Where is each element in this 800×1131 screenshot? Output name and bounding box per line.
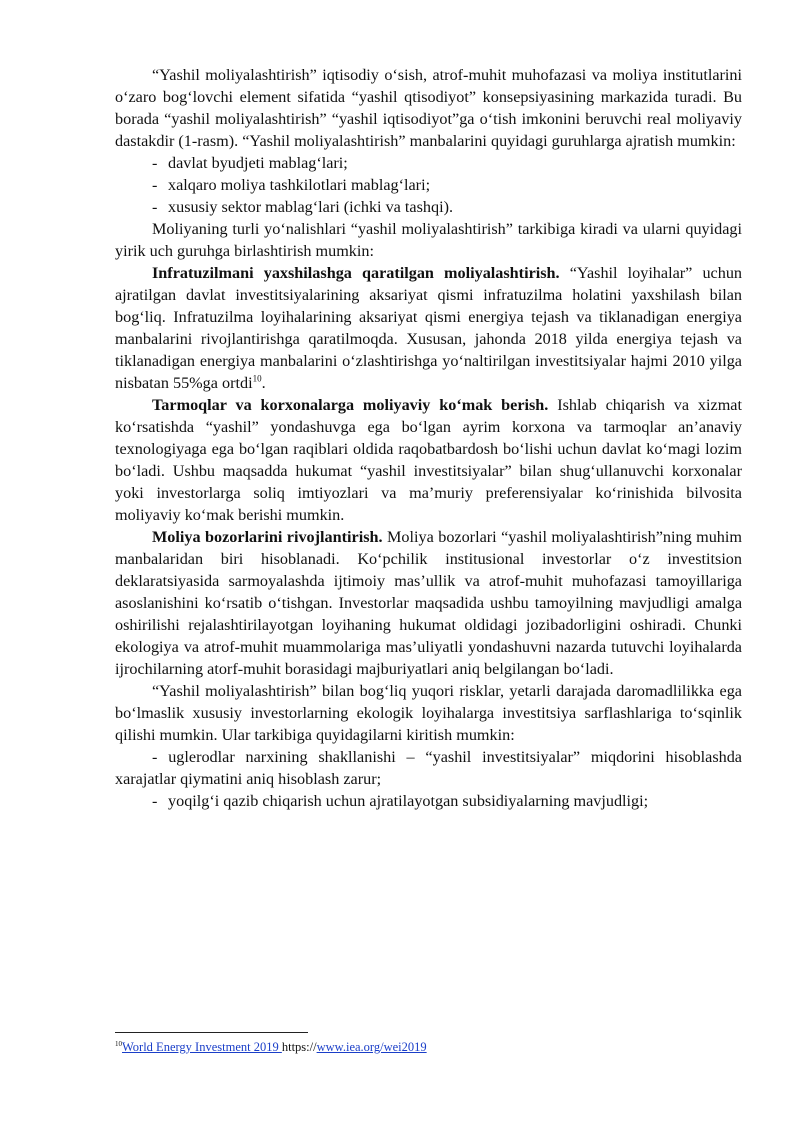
- list-item: - yoqilg‘i qazib chiqarish uchun ajratilayotgan subsidiyalarning mavjudligi;: [152, 792, 649, 810]
- footnote-number: 10: [115, 1039, 122, 1048]
- footnote-separator: [115, 1032, 308, 1033]
- section-heading-infrastructure: Infratuzilmani yaxshilashga qaratilgan moliyalashtirish.: [152, 264, 560, 282]
- paragraph-financial-markets: Moliya bozorlarini rivojlantirish. Moliya bozorlari “yashil moliyalashtirish”ning muhim manbalaridan biri hisoblanadi. Ko‘pchilik institusional investorlar o‘z investitsion deklaratsiyasida sarmoyalashda ijtimoiy mas’ullik va atrof-muhit muhofazasi tamoyillariga asoslanishini ko‘rsatib o‘tishgan. Investorlar maqsadida ushbu tamoyilning mavjudligi amalga oshirilishi rejalashtirilayotgan loyihaning hukumat oldidagi jozibadorligini oshiradi. Chunki ekologiya va atrof-muhit muammolariga mas’uliyatli yondashuvni nazarda tutuvchi loyihalarda ijrochilarning atorf-muhit borasidagi majburiyatlari aniq belgilangan bo‘ladi.: [115, 528, 742, 678]
- section-heading-enterprise-support: Tarmoqlar va korxonalarga moliyaviy ko‘mak berish.: [152, 396, 549, 414]
- paragraph-risks: “Yashil moliyalashtirish” bilan bog‘liq yuqori risklar, yetarli darajada daromadlilikka ega bo‘lmaslik xususiy investorlarning ekologik loyihalarga investitsiya sarflashlariga to‘sqinlik qilishi mumkin. Ular tarkibiga quyidagilarni kiritish mumkin:: [115, 682, 742, 744]
- footnote-title-link[interactable]: World Energy Investment 2019: [122, 1040, 282, 1054]
- document-body: [115, 64, 742, 812]
- paragraph-infrastructure: Infratuzilmani yaxshilashga qaratilgan moliyalashtirish. “Yashil loyihalar” uchun ajratilgan davlat investitsiyalarining aksariyat qismi infratuzilma holatini yaxshilash bilan bog‘liq. Infratuzilma loyihalarining aksariyat qismi energiya tejash va tiklanadigan energiya manbalarini rivojlantirishga qaratilmoqda. Xususan, jahonda 2018 yilda energiya tejash va tiklanadigan energiya manbalarini o‘zlashtirishga yo‘naltirilgan investitsiyalar hajmi 2010 yilga nisbatan 55%ga ortdi$^{10}$.: [115, 264, 743, 392]
- footnote-url-link[interactable]: www.iea.org/wei2019: [316, 1040, 427, 1054]
- paragraph-intro: “Yashil moliyalashtirish” iqtisodiy o‘sish, atrof-muhit muhofazasi va moliya institutlarini o‘zaro bog‘lovchi element sifatida “yashil qtisodiyot” konsepsiyasining markazida turadi. Bu borada “yashil moliyalashtirish” “yashil iqtisodiyot”ga o‘tish imkonini beruvchi real moliyaviy dastakdir (1-rasm). “Yashil moliyalashtirish” manbalarini quyidagi guruhlarga ajratish mumkin:: [115, 66, 742, 150]
- footnote-reference[interactable]: 10: [252, 373, 262, 384]
- list-item: - davlat byudjeti mablag‘lari;: [152, 154, 348, 172]
- paragraph-carbon-pricing: - uglerodlar narxining shakllanishi – “yashil investitsiyalar” miqdorini hisoblashda xarajatlar qiymatini aniq hisoblash zarur;: [115, 748, 742, 788]
- list-item: - xususiy sektor mablag‘lari (ichki va tashqi).: [152, 198, 454, 216]
- footnote: [115, 1040, 427, 1055]
- paragraph-groups: Moliyaning turli yo‘nalishlari “yashil moliyalashtirish” tarkibiga kiradi va ularni quyidagi yirik uch guruhga birlashtirish mumkin:: [115, 220, 742, 260]
- list-item: - xalqaro moliya tashkilotlari mablag‘lari;: [152, 176, 431, 194]
- section-heading-financial-markets: Moliya bozorlarini rivojlantirish.: [152, 528, 383, 546]
- paragraph-enterprise-support: Tarmoqlar va korxonalarga moliyaviy ko‘mak berish. Ishlab chiqarish va xizmat ko‘rsatishda “yashil” yondashuvga ega bo‘lgan ayrim korxona va tarmoqlar an’anaviy texnologiyaga ega bo‘lgan raqiblari oldida raqobatbardosh bo‘lishi uchun davlat ko‘magi lozim bo‘ladi. Ushbu maqsadda hukumat “yashil investitsiyalar” bilan shug‘ullanuvchi korxonalar yoki investorlarga soliq imtiyozlari va ma’muriy preferensiyalar ko‘rinishida bilvosita moliyaviy ko‘mak berishi mumkin.: [115, 396, 742, 524]
- footnote-url-prefix: https://: [281, 1040, 317, 1054]
